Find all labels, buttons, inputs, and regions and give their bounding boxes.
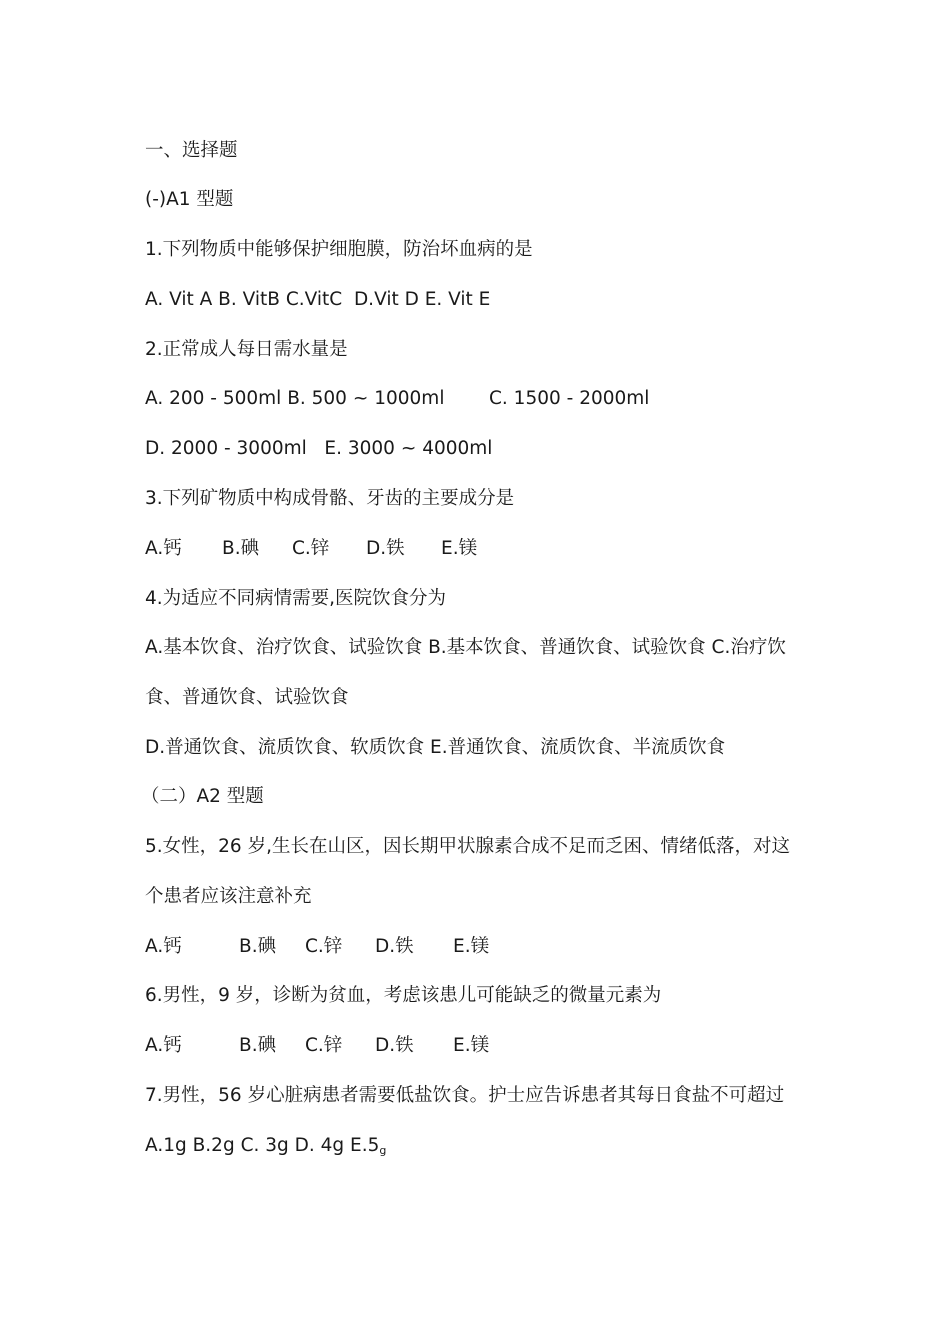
question-5-line1: 5.女性，26 岁,生长在山区，因长期甲状腺素合成不足而乏困、情绪低落，对这 xyxy=(145,836,790,857)
question-2: 2.正常成人每日需水量是 xyxy=(145,339,348,360)
question-6: 6.男性，9 岁，诊断为贫血，考虑该患儿可能缺乏的微量元素为 xyxy=(145,985,662,1006)
option-b: B.碘 xyxy=(239,1035,277,1056)
question-3: 3.下列矿物质中构成骨骼、牙齿的主要成分是 xyxy=(145,488,515,509)
question-4-options-line3: D.普通饮食、流质饮食、软质饮食 E.普通饮食、流质饮食、半流质饮食 xyxy=(145,737,726,758)
option-c: C.锌 xyxy=(305,936,343,957)
section-title: 一、选择题 xyxy=(145,140,238,161)
question-4-options-line1: A.基本饮食、治疗饮食、试验饮食 B.基本饮食、普通饮食、试验饮食 C.治疗饮 xyxy=(145,637,786,658)
question-5-line2: 个患者应该注意补充 xyxy=(145,886,312,907)
a2-heading: （二）A2 型题 xyxy=(141,786,264,807)
option-b: B.碘 xyxy=(222,538,260,559)
option-d: D.铁 xyxy=(375,1035,414,1056)
question-2-options-c: C. 1500 - 2000ml xyxy=(489,388,650,409)
option-a: A.钙 xyxy=(145,1035,182,1056)
option-a: A.钙 xyxy=(145,936,182,957)
question-7-options xyxy=(145,1134,386,1158)
option-d: D.铁 xyxy=(366,538,405,559)
a1-heading: (-)A1 型题 xyxy=(145,189,234,210)
question-5-options xyxy=(145,935,490,959)
question-2-options-ab: A. 200 - 500ml B. 500 ~ 1000ml xyxy=(145,388,445,409)
question-1: 1.下列物质中能够保护细胞膜，防治坏血病的是 xyxy=(145,239,533,260)
option-d: D.铁 xyxy=(375,936,414,957)
question-3-options xyxy=(145,537,478,561)
option-e: E.镁 xyxy=(453,936,490,957)
question-7-options-subscript: g xyxy=(379,1144,387,1157)
question-1-options: A. Vit A B. VitB C.VitC D.Vit D E. Vit E xyxy=(145,289,491,310)
option-c: C.锌 xyxy=(305,1035,343,1056)
question-6-options xyxy=(145,1034,490,1058)
option-a: A.钙 xyxy=(145,538,182,559)
option-b: B.碘 xyxy=(239,936,277,957)
question-7-options-main: A.1g B.2g C. 3g D. 4g E.5 xyxy=(145,1135,380,1156)
question-2-options-line2: D. 2000 - 3000ml E. 3000 ~ 4000ml xyxy=(145,438,493,459)
option-e: E.镁 xyxy=(453,1035,490,1056)
question-4: 4.为适应不同病情需要,医院饮食分为 xyxy=(145,588,447,609)
option-c: C.锌 xyxy=(292,538,330,559)
question-4-options-line2: 食、普通饮食、试验饮食 xyxy=(145,687,349,708)
option-e: E.镁 xyxy=(441,538,478,559)
question-2-options-line1 xyxy=(145,387,650,411)
question-7: 7.男性，56 岁心脏病患者需要低盐饮食。护士应告诉患者其每日食盐不可超过 xyxy=(145,1085,785,1106)
